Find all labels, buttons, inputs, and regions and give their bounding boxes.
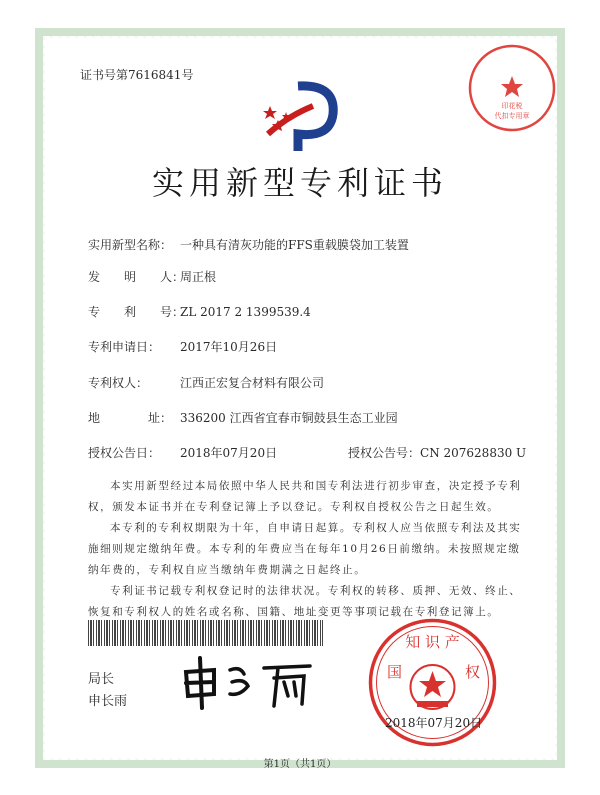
certificate-number: 证书号第7616841号 <box>80 68 194 82</box>
field-label: 专利权人： <box>88 376 149 390</box>
seal-date: 2018年07月20日 <box>385 716 483 730</box>
field-label: 专 利 号： <box>88 305 185 319</box>
field-announce-no <box>348 444 526 461</box>
svg-text:国: 国 <box>387 663 403 681</box>
field-label: 地 址： <box>88 411 173 425</box>
field-label: 专利申请日： <box>88 340 161 354</box>
field-inventor <box>88 268 216 285</box>
field-value: 336200 江西省宜春市铜鼓县生态工业园 <box>180 411 398 425</box>
field-value: ZL 2017 2 1399539.4 <box>180 305 311 319</box>
field-patent-no <box>88 303 311 320</box>
certificate-text <box>88 476 528 623</box>
field-value: 2017年10月26日 <box>180 340 278 354</box>
field-label: 实用新型名称： <box>88 238 173 252</box>
page-footer: 第1页（共1页） <box>263 759 337 770</box>
field-value: CN 207628830 U <box>420 446 527 460</box>
field-model-name <box>88 236 409 253</box>
field-value: 一种具有清灰功能的FFS重载膜袋加工装置 <box>180 238 409 252</box>
signatory-name: 申长雨 <box>88 694 128 709</box>
svg-text:权: 权 <box>465 663 481 681</box>
field-label: 授权公告号： <box>348 446 421 460</box>
field-filing-date <box>88 338 277 355</box>
signatory-role: 局长 <box>88 672 115 687</box>
field-address <box>88 409 398 426</box>
paragraph: 本专利的专利权期限为十年，自申请日起算。专利权人应当依照专利法及其实施细则规定缴纳年费。本专利的年费应当在每年10月26日前缴纳。未按照规定缴纳年费的，专利权自应当缴纳年费期满之日起终止。 <box>88 522 522 576</box>
patent-office-logo-icon <box>258 76 348 156</box>
svg-text:印花税: 印花税 <box>501 102 523 110</box>
field-patentee <box>88 374 324 391</box>
field-value: 江西正宏复合材料有限公司 <box>180 376 325 390</box>
agency-stamp-icon <box>466 42 558 134</box>
handwritten-signature <box>178 652 318 712</box>
field-label: 授权公告日： <box>88 446 161 460</box>
svg-text:知 识 产: 知 识 产 <box>405 633 460 651</box>
svg-text:代扣专用章: 代扣专用章 <box>494 112 530 120</box>
certificate-title: 实用新型专利证书 <box>151 164 448 202</box>
field-label: 发 明 人： <box>88 270 185 284</box>
field-value: 2018年07月20日 <box>180 446 278 460</box>
field-announce-date <box>88 444 277 461</box>
paragraph: 专利证书记载专利权登记时的法律状况。专利权的转移、质押、无效、终止、恢复和专利权人的姓名或名称、国籍、地址变更等事项记载在专利登记簿上。 <box>88 585 522 618</box>
paragraph: 本实用新型经过本局依照中华人民共和国专利法进行初步审查，决定授予专利权，颁发本证书并在专利登记簿上予以登记。专利权自授权公告之日起生效。 <box>88 480 522 513</box>
barcode <box>88 620 323 646</box>
field-value: 周正根 <box>180 270 217 284</box>
